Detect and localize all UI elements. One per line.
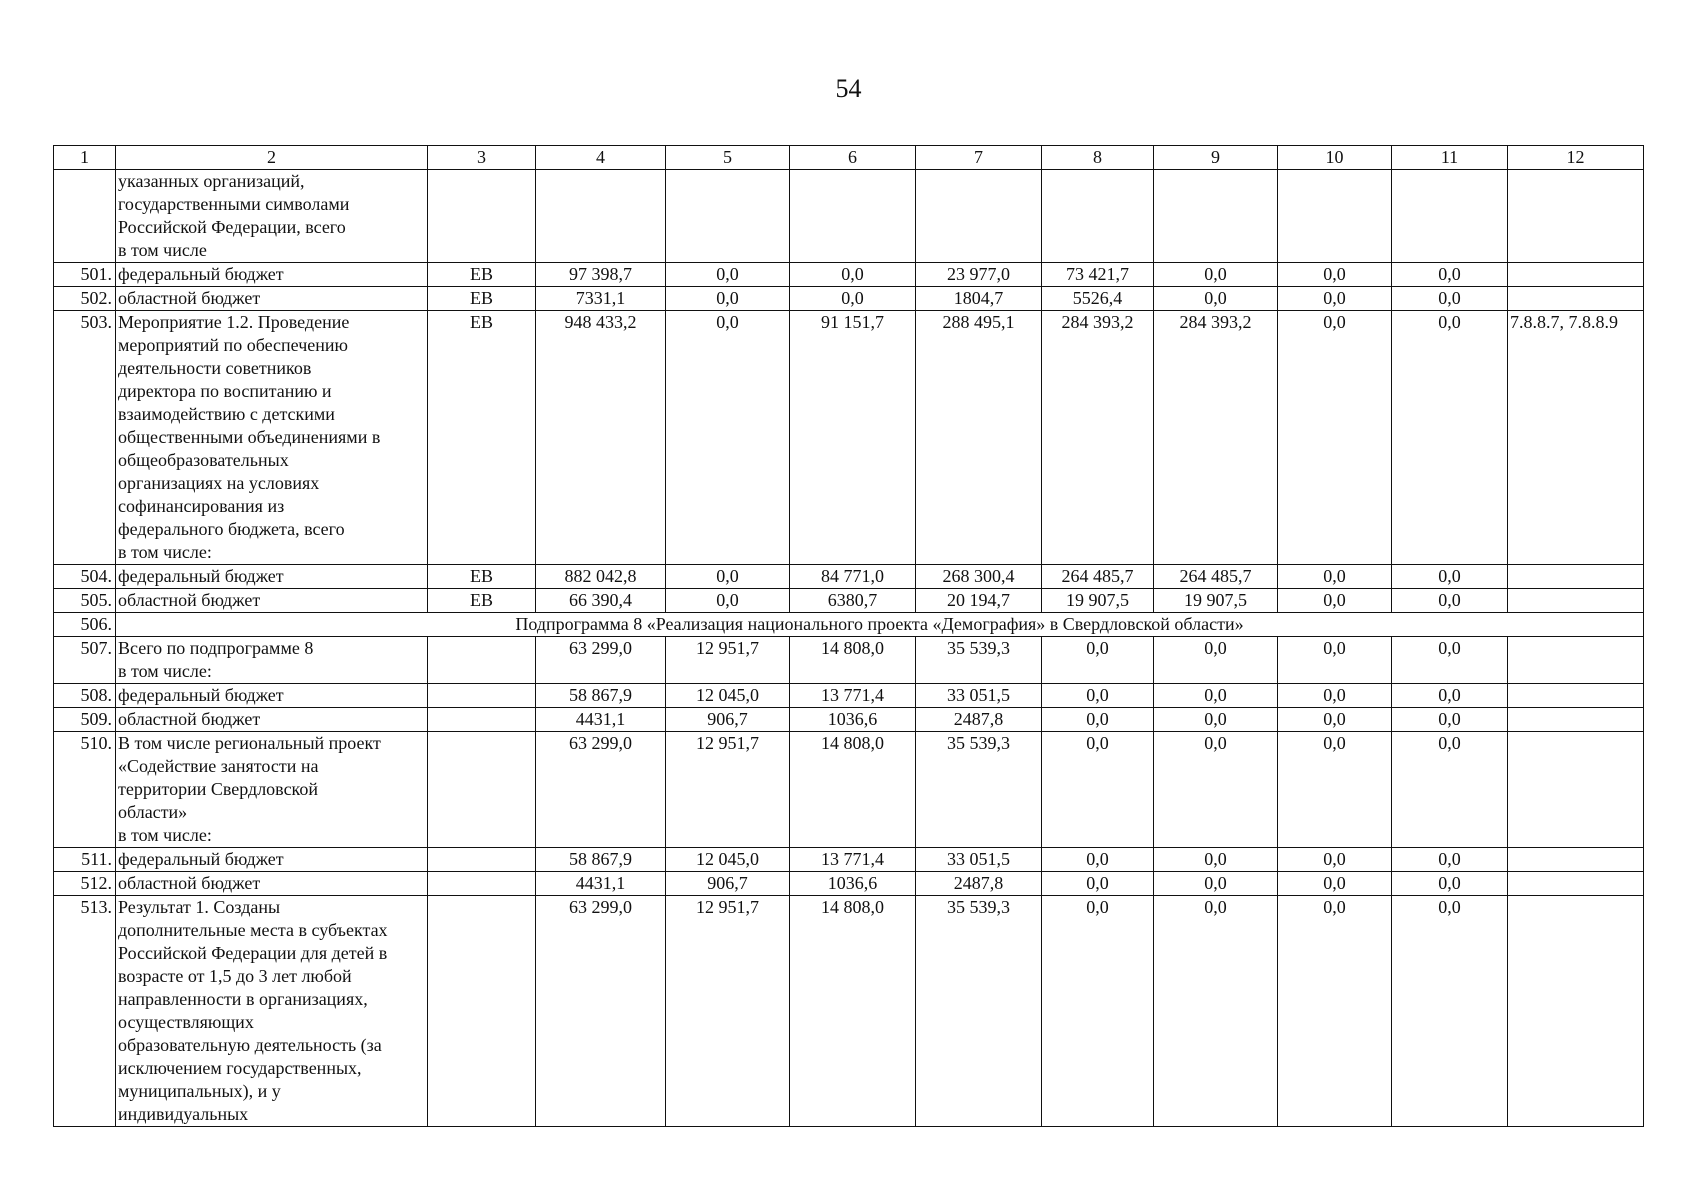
row-number-cell: 507. [54,637,116,684]
header-row [54,146,1644,170]
year-cell: 0,0 [666,263,790,287]
description-cell: федеральный бюджет [116,263,428,287]
year-cell: 0,0 [666,287,790,311]
total-cell: 4431,1 [536,708,666,732]
year-cell: 906,7 [666,872,790,896]
year-cell [1278,170,1392,263]
code-cell [428,872,536,896]
year-cell [916,170,1042,263]
year-cell [790,170,916,263]
year-cell: 0,0 [1392,311,1508,565]
target-ref-cell [1508,589,1644,613]
row-number-cell: 506. [54,613,116,637]
year-cell: 0,0 [1278,287,1392,311]
column-header: 1 [54,146,116,170]
table-row [54,872,1644,896]
table-row [54,589,1644,613]
total-cell: 58 867,9 [536,848,666,872]
year-cell: 288 495,1 [916,311,1042,565]
year-cell: 264 485,7 [1154,565,1278,589]
year-cell: 23 977,0 [916,263,1042,287]
year-cell [666,170,790,263]
year-cell: 12 951,7 [666,896,790,1127]
target-ref-cell [1508,872,1644,896]
target-ref-cell [1508,565,1644,589]
year-cell: 0,0 [1042,848,1154,872]
year-cell: 12 045,0 [666,684,790,708]
column-header: 9 [1154,146,1278,170]
total-cell: 882 042,8 [536,565,666,589]
year-cell: 0,0 [1392,872,1508,896]
subprogram-heading-cell: Подпрограмма 8 «Реализация национального проекта «Демография» в Свердловской области» [116,613,1644,637]
target-ref-cell [1508,848,1644,872]
year-cell: 6380,7 [790,589,916,613]
year-cell: 0,0 [1154,263,1278,287]
year-cell: 2487,8 [916,872,1042,896]
code-cell [428,637,536,684]
year-cell: 284 393,2 [1154,311,1278,565]
year-cell: 0,0 [1392,732,1508,848]
table-row [54,170,1644,263]
year-cell: 0,0 [1392,708,1508,732]
total-cell: 97 398,7 [536,263,666,287]
table-row [54,565,1644,589]
year-cell: 0,0 [1042,684,1154,708]
year-cell: 0,0 [1154,287,1278,311]
year-cell: 33 051,5 [916,848,1042,872]
row-number-cell: 501. [54,263,116,287]
year-cell: 906,7 [666,708,790,732]
total-cell: 63 299,0 [536,896,666,1127]
year-cell: 19 907,5 [1042,589,1154,613]
total-cell: 948 433,2 [536,311,666,565]
column-header: 7 [916,146,1042,170]
description-cell: областной бюджет [116,872,428,896]
year-cell: 2487,8 [916,708,1042,732]
year-cell: 0,0 [1154,848,1278,872]
code-cell: ЕВ [428,287,536,311]
table-row [54,732,1644,848]
total-cell: 66 390,4 [536,589,666,613]
column-header: 3 [428,146,536,170]
year-cell: 0,0 [1278,589,1392,613]
target-ref-cell [1508,896,1644,1127]
year-cell: 20 194,7 [916,589,1042,613]
year-cell: 0,0 [1278,872,1392,896]
total-cell: 58 867,9 [536,684,666,708]
page-number: 54 [835,74,862,103]
year-cell: 0,0 [1042,896,1154,1127]
target-ref-cell [1508,637,1644,684]
year-cell: 0,0 [666,565,790,589]
code-cell [428,170,536,263]
code-cell: ЕВ [428,263,536,287]
year-cell: 14 808,0 [790,637,916,684]
description-cell: Мероприятие 1.2. Проведение мероприятий по обеспечению деятельности советников директора по воспитанию и взаимодействию с детскими общественными объединениями в общеобразовательных организациях на условиях софинансирования из федерального бюджета, всего в том числе: [116,311,428,565]
year-cell: 0,0 [1154,896,1278,1127]
column-header: 6 [790,146,916,170]
description-cell: областной бюджет [116,287,428,311]
table-row [54,637,1644,684]
year-cell: 84 771,0 [790,565,916,589]
code-cell [428,896,536,1127]
target-ref-cell [1508,684,1644,708]
year-cell [1392,170,1508,263]
table-row [54,708,1644,732]
year-cell: 35 539,3 [916,637,1042,684]
year-cell: 0,0 [1154,872,1278,896]
year-cell: 19 907,5 [1154,589,1278,613]
description-cell: Всего по подпрограмме 8 в том числе: [116,637,428,684]
year-cell: 0,0 [1278,708,1392,732]
row-number-cell: 504. [54,565,116,589]
year-cell: 0,0 [1154,684,1278,708]
year-cell: 1036,6 [790,708,916,732]
year-cell: 12 951,7 [666,732,790,848]
year-cell: 1036,6 [790,872,916,896]
year-cell [1042,170,1154,263]
code-cell [428,708,536,732]
year-cell: 0,0 [1392,637,1508,684]
year-cell: 0,0 [1278,732,1392,848]
year-cell: 0,0 [1042,637,1154,684]
year-cell: 0,0 [1392,263,1508,287]
year-cell: 0,0 [1392,565,1508,589]
year-cell: 0,0 [1278,263,1392,287]
year-cell: 0,0 [1392,589,1508,613]
row-number-cell: 502. [54,287,116,311]
row-number-cell: 509. [54,708,116,732]
code-cell [428,848,536,872]
row-number-cell: 508. [54,684,116,708]
year-cell: 91 151,7 [790,311,916,565]
description-cell: федеральный бюджет [116,565,428,589]
table-row [54,684,1644,708]
column-header: 10 [1278,146,1392,170]
row-number-cell: 511. [54,848,116,872]
year-cell: 264 485,7 [1042,565,1154,589]
column-header: 2 [116,146,428,170]
description-cell: областной бюджет [116,589,428,613]
year-cell: 0,0 [1042,708,1154,732]
year-cell: 268 300,4 [916,565,1042,589]
year-cell: 0,0 [1392,287,1508,311]
row-number-cell [54,170,116,263]
year-cell [1154,170,1278,263]
target-ref-cell [1508,170,1644,263]
year-cell: 0,0 [1042,732,1154,848]
target-ref-cell: 7.8.8.7, 7.8.8.9 [1508,311,1644,565]
year-cell: 33 051,5 [916,684,1042,708]
total-cell: 63 299,0 [536,732,666,848]
description-cell: Результат 1. Созданы дополнительные места в субъектах Российской Федерации для детей в возрасте от 1,5 до 3 лет любой направленности в организациях, осуществляющих образовательную деятельность (за исключением государственных, муниципальных), и у индивидуальных [116,896,428,1127]
column-header: 4 [536,146,666,170]
column-header: 11 [1392,146,1508,170]
row-number-cell: 510. [54,732,116,848]
year-cell: 0,0 [1154,732,1278,848]
total-cell: 4431,1 [536,872,666,896]
year-cell: 35 539,3 [916,732,1042,848]
table-row [54,613,1644,637]
year-cell: 0,0 [1392,896,1508,1127]
row-number-cell: 512. [54,872,116,896]
column-header: 5 [666,146,790,170]
row-number-cell: 503. [54,311,116,565]
year-cell: 0,0 [1278,896,1392,1127]
year-cell: 0,0 [1154,637,1278,684]
code-cell [428,684,536,708]
table-row [54,848,1644,872]
target-ref-cell [1508,732,1644,848]
code-cell [428,732,536,848]
description-cell: областной бюджет [116,708,428,732]
year-cell: 0,0 [1278,684,1392,708]
code-cell: ЕВ [428,589,536,613]
year-cell: 0,0 [666,311,790,565]
code-cell: ЕВ [428,565,536,589]
year-cell: 284 393,2 [1042,311,1154,565]
year-cell: 0,0 [1278,848,1392,872]
year-cell: 0,0 [1042,872,1154,896]
year-cell: 12 951,7 [666,637,790,684]
column-header: 8 [1042,146,1154,170]
year-cell: 73 421,7 [1042,263,1154,287]
year-cell: 12 045,0 [666,848,790,872]
year-cell: 0,0 [1392,684,1508,708]
year-cell: 13 771,4 [790,848,916,872]
description-cell: федеральный бюджет [116,684,428,708]
year-cell: 0,0 [1154,708,1278,732]
total-cell: 63 299,0 [536,637,666,684]
year-cell: 0,0 [790,263,916,287]
year-cell: 0,0 [1278,565,1392,589]
row-number-cell: 513. [54,896,116,1127]
target-ref-cell [1508,263,1644,287]
column-header: 12 [1508,146,1644,170]
year-cell: 0,0 [790,287,916,311]
year-cell: 0,0 [1278,637,1392,684]
row-number-cell: 505. [54,589,116,613]
description-cell: федеральный бюджет [116,848,428,872]
table-row [54,287,1644,311]
table-body [54,170,1644,1127]
target-ref-cell [1508,708,1644,732]
description-cell: В том числе региональный проект «Содействие занятости на территории Свердловской области» в том числе: [116,732,428,848]
total-cell: 7331,1 [536,287,666,311]
year-cell: 0,0 [1392,848,1508,872]
code-cell: ЕВ [428,311,536,565]
table-row [54,311,1644,565]
year-cell: 5526,4 [1042,287,1154,311]
year-cell: 0,0 [1278,311,1392,565]
table-row [54,263,1644,287]
year-cell: 14 808,0 [790,896,916,1127]
year-cell: 13 771,4 [790,684,916,708]
budget-table [53,145,1644,1127]
target-ref-cell [1508,287,1644,311]
year-cell: 35 539,3 [916,896,1042,1127]
total-cell [536,170,666,263]
year-cell: 14 808,0 [790,732,916,848]
table-row [54,896,1644,1127]
description-cell: указанных организаций, государственными символами Российской Федерации, всего в том числе [116,170,428,263]
year-cell: 0,0 [666,589,790,613]
year-cell: 1804,7 [916,287,1042,311]
